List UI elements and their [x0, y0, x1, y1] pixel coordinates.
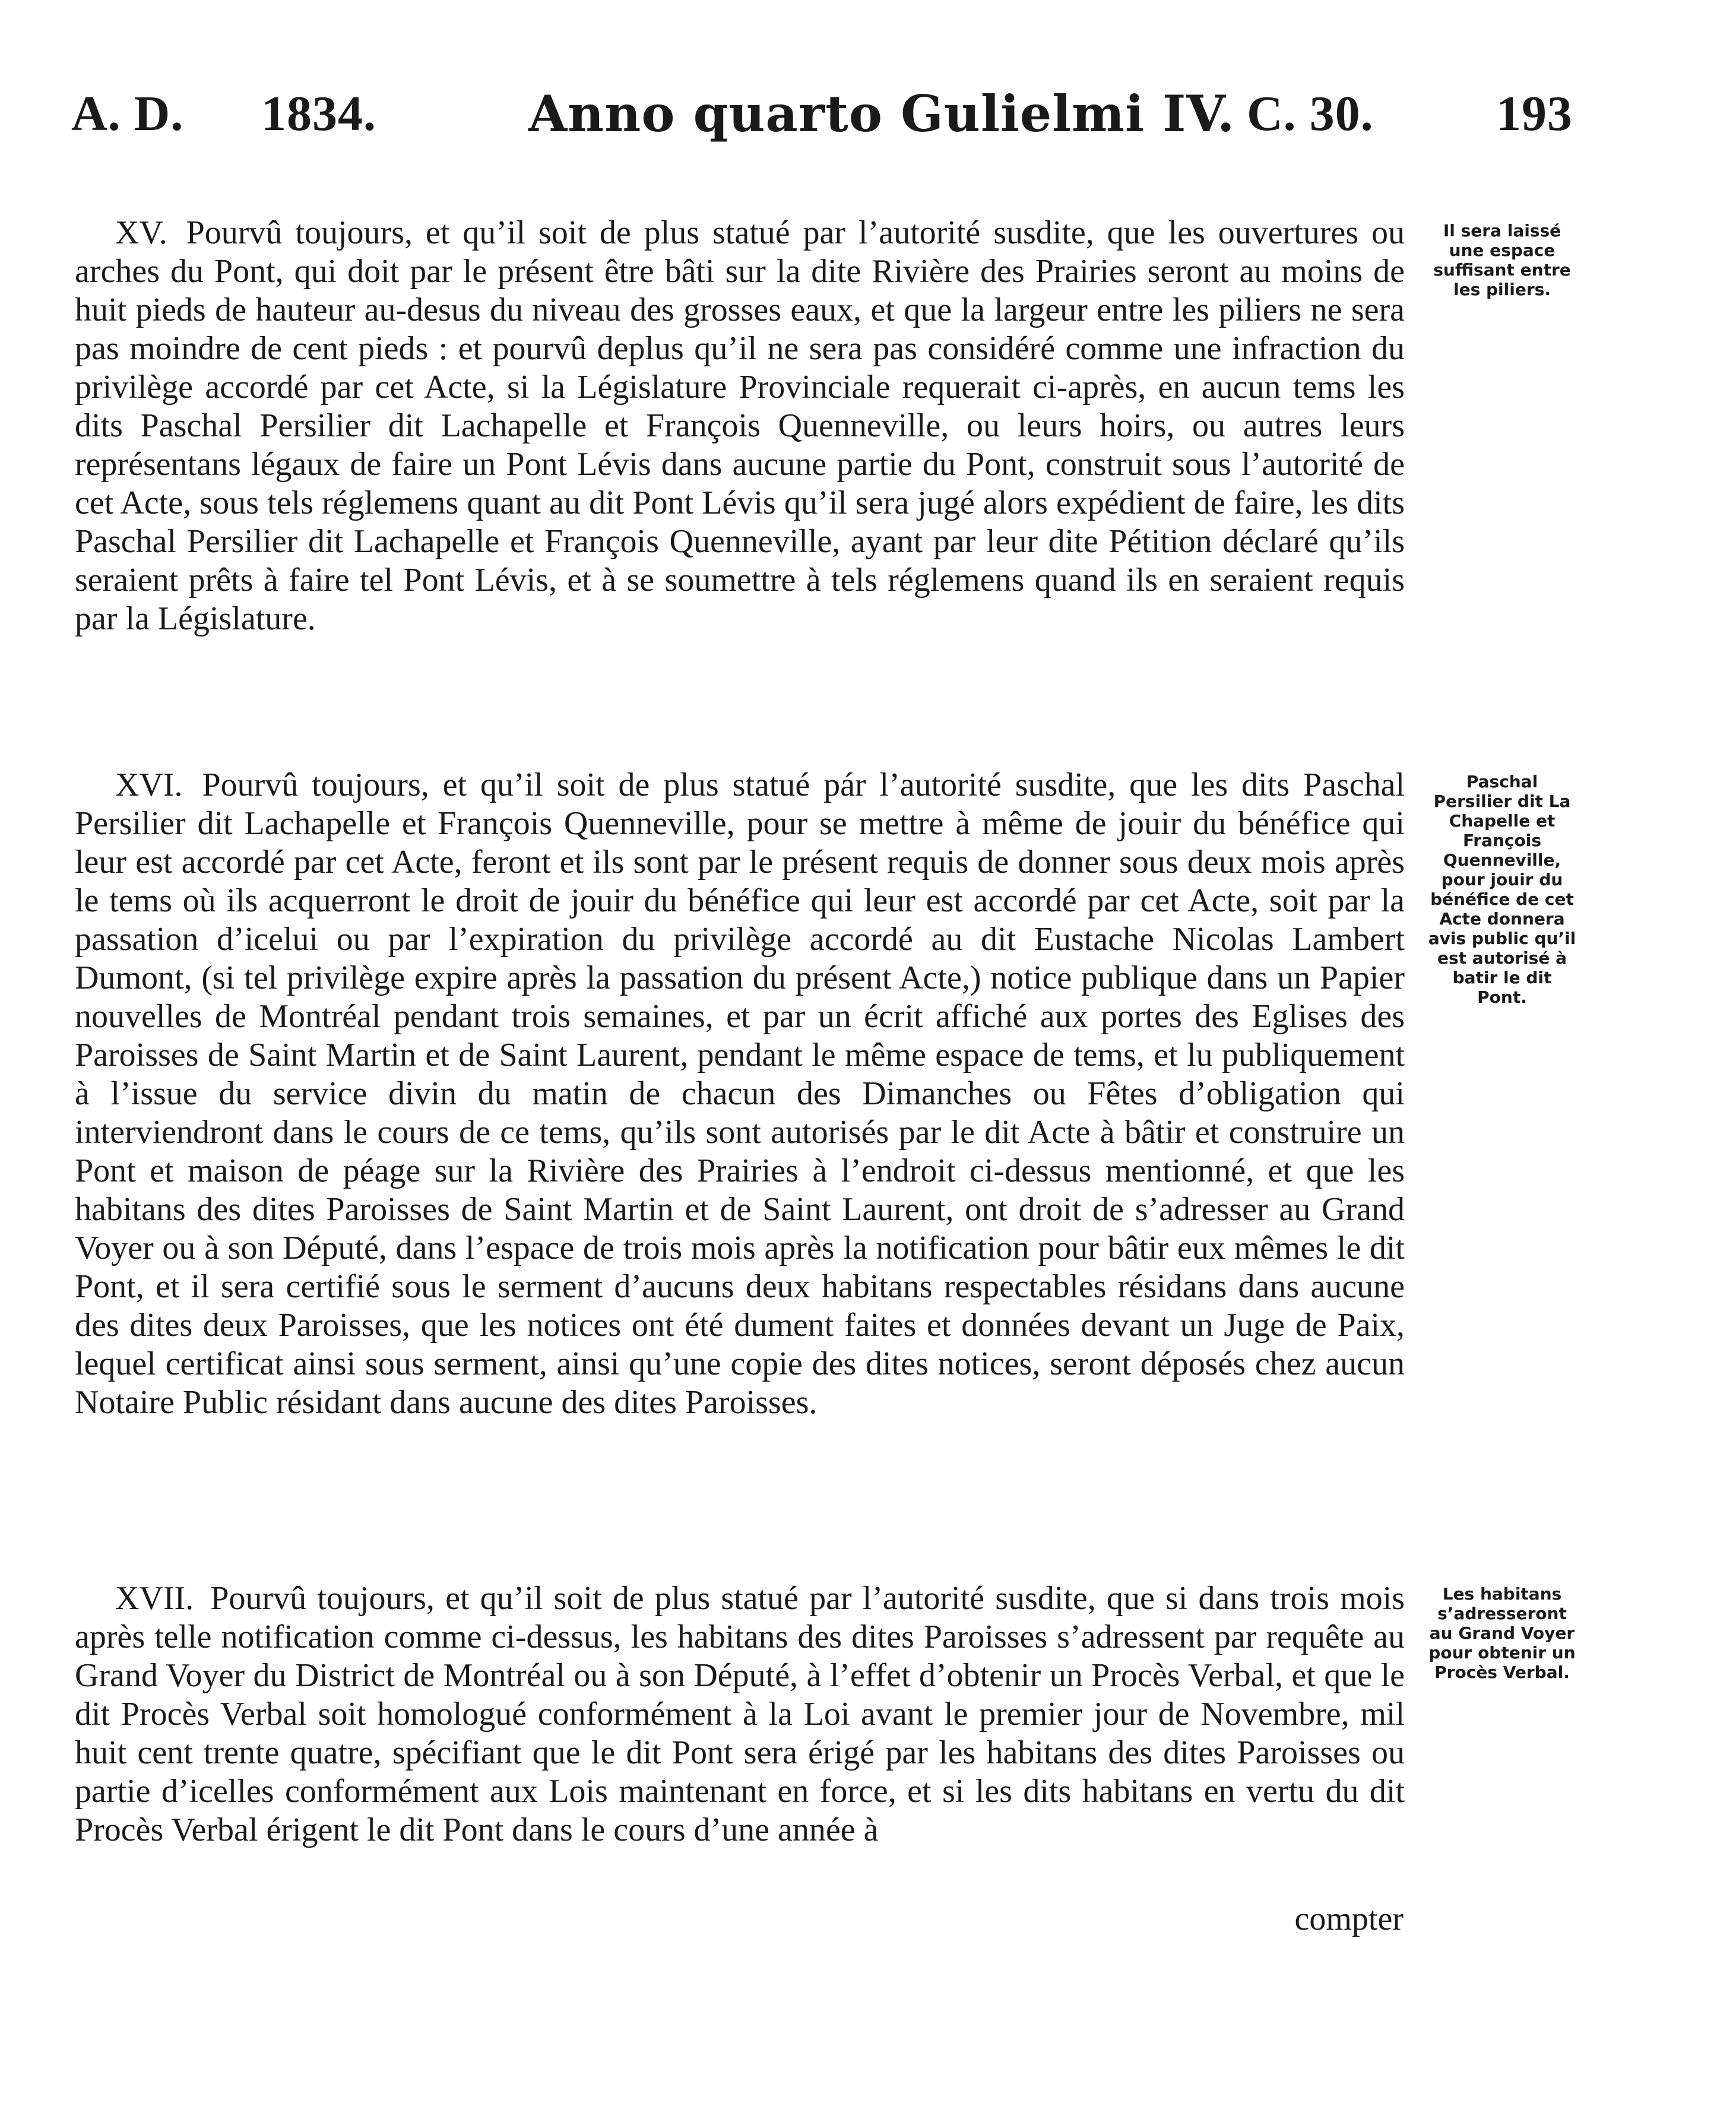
section-paragraph: [75, 766, 1405, 1422]
section-paragraph: [75, 1579, 1405, 1850]
section-number: XVI.: [115, 767, 183, 803]
header-title: Anno quarto Gulielmi IV.: [528, 84, 1236, 143]
header-ad: A. D.: [71, 86, 184, 141]
section-number: XV.: [115, 214, 167, 251]
section-text: Pourvû toujours, et qu’il soit de plus statué pár l’autorité susdite, que les dits Paschal Persilier dit Lachapelle et François Quenneville, pour se mettre à même de jouir du bénéfice qui leur est accordé par cet Acte, feront et ils sont par le présent requis de donner sous deux mois après le tems où ils acquerront le droit de jouir du bénéfice qui leur est accordé par cet Acte, soit par la passation d’icelui ou par l’expiration du privilège accordé au dit Eustache Nicolas Lambert Dumont, (si tel privilège expire après la passation du présent Acte,) notice publique dans un Papier nouvelles de Montréal pendant trois semaines, et par un écrit affiché aux portes des Eglises des Paroisses de Saint Martin et de Saint Laurent, pendant le même espace de tems, et lu publiquement à l’issue du service divin du matin de chacun des Dimanches ou Fêtes d’obligation qui interviendront dans le cours de ce tems, qu’ils sont autorisés par le dit Acte à bâtir et construire un Pont et maison de péage sur la Rivière des Prairies à l’endroit ci-dessus mentionné, et que les habitans des dites Paroisses de Saint Martin et de Saint Laurent, ont droit de s’adresser au Grand Voyer ou à son Député, dans l’espace de trois mois après la notification pour bâtir eux mêmes le dit Pont, et il sera certifié sous le serment d’aucuns deux habitans respectables résidans dans aucune des dites deux Paroisses, que les notices ont été dument faites et données devant un Juge de Paix, lequel certificat ainsi sous serment, ainsi qu’une copie des dites notices, seront déposés chez aucun Notaire Public résidant dans aucune des dites Paroisses.: [75, 767, 1405, 1421]
section-paragraph: [75, 214, 1405, 638]
page-number: 193: [1496, 86, 1573, 141]
margin-note-xv: Il sera laissé une espace suffisant entre les piliers.: [1433, 221, 1571, 299]
section-xvi: [75, 766, 1405, 1422]
section-text: Pourvû toujours, et qu’il soit de plus statué par l’autorité susdite, que les ouvertures ou arches du Pont, qui doit par le présent être bâti sur la dite Rivière des Prairies seront au moins de huit pieds de hauteur au-desus du niveau des grosses eaux, et que la largeur entre les piliers ne sera pas moindre de cent pieds : et pourvû deplus qu’il ne sera pas considéré comme une infraction du privilège accordé par cet Acte, si la Législature Provinciale requerait ci-après, en aucun tems les dits Paschal Persilier dit Lachapelle et François Quenneville, ou leurs hoirs, ou autres leurs représentans légaux de faire un Pont Lévis dans aucune partie du Pont, construit sous l’autorité de cet Acte, sous tels réglemens quant au dit Pont Lévis qu’il sera jugé alors expédient de faire, les dits Paschal Persilier dit Lachapelle et François Quenneville, ayant par leur dite Pétition déclaré qu’ils seraient prêts à faire tel Pont Lévis, et à se soumettre à tels réglemens quand ils en seraient requis par la Législature.: [75, 214, 1405, 637]
margin-note-xvii: Les habitans s’adresseront au Grand Voyer pour obtenir un Procès Verbal.: [1428, 1584, 1576, 1682]
section-xv: [75, 214, 1405, 638]
section-xvii: [75, 1579, 1405, 1850]
catchword: compter: [1294, 1901, 1404, 1937]
section-text: Pourvû toujours, et qu’il soit de plus statué par l’autorité susdite, que si dans trois mois après telle notification comme ci-dessus, les habitans des dites Paroisses s’adressent par requête au Grand Voyer du District de Montréal ou à son Député, à l’effet d’obtenir un Procès Verbal, et que le dit Procès Verbal soit homologué conformément à la Loi avant le premier jour de Novembre, mil huit cent trente quatre, spécifiant que le dit Pont sera érigé par les habitans des dites Paroisses ou partie d’icelles conformément aux Lois maintenant en force, et si les dits habitans en vertu du dit Procès Verbal érigent le dit Pont dans le cours d’une année à: [75, 1580, 1405, 1848]
margin-note-xvi: Paschal Persilier dit La Chapelle et François Quenneville, pour jouir du bénéfice de cet Acte donnera avis public qu’il est autorisé à batir le dit Pont.: [1428, 772, 1576, 1007]
section-number: XVII.: [115, 1580, 194, 1617]
header-year: 1834.: [261, 86, 376, 141]
header-chapter: C. 30.: [1247, 86, 1374, 141]
